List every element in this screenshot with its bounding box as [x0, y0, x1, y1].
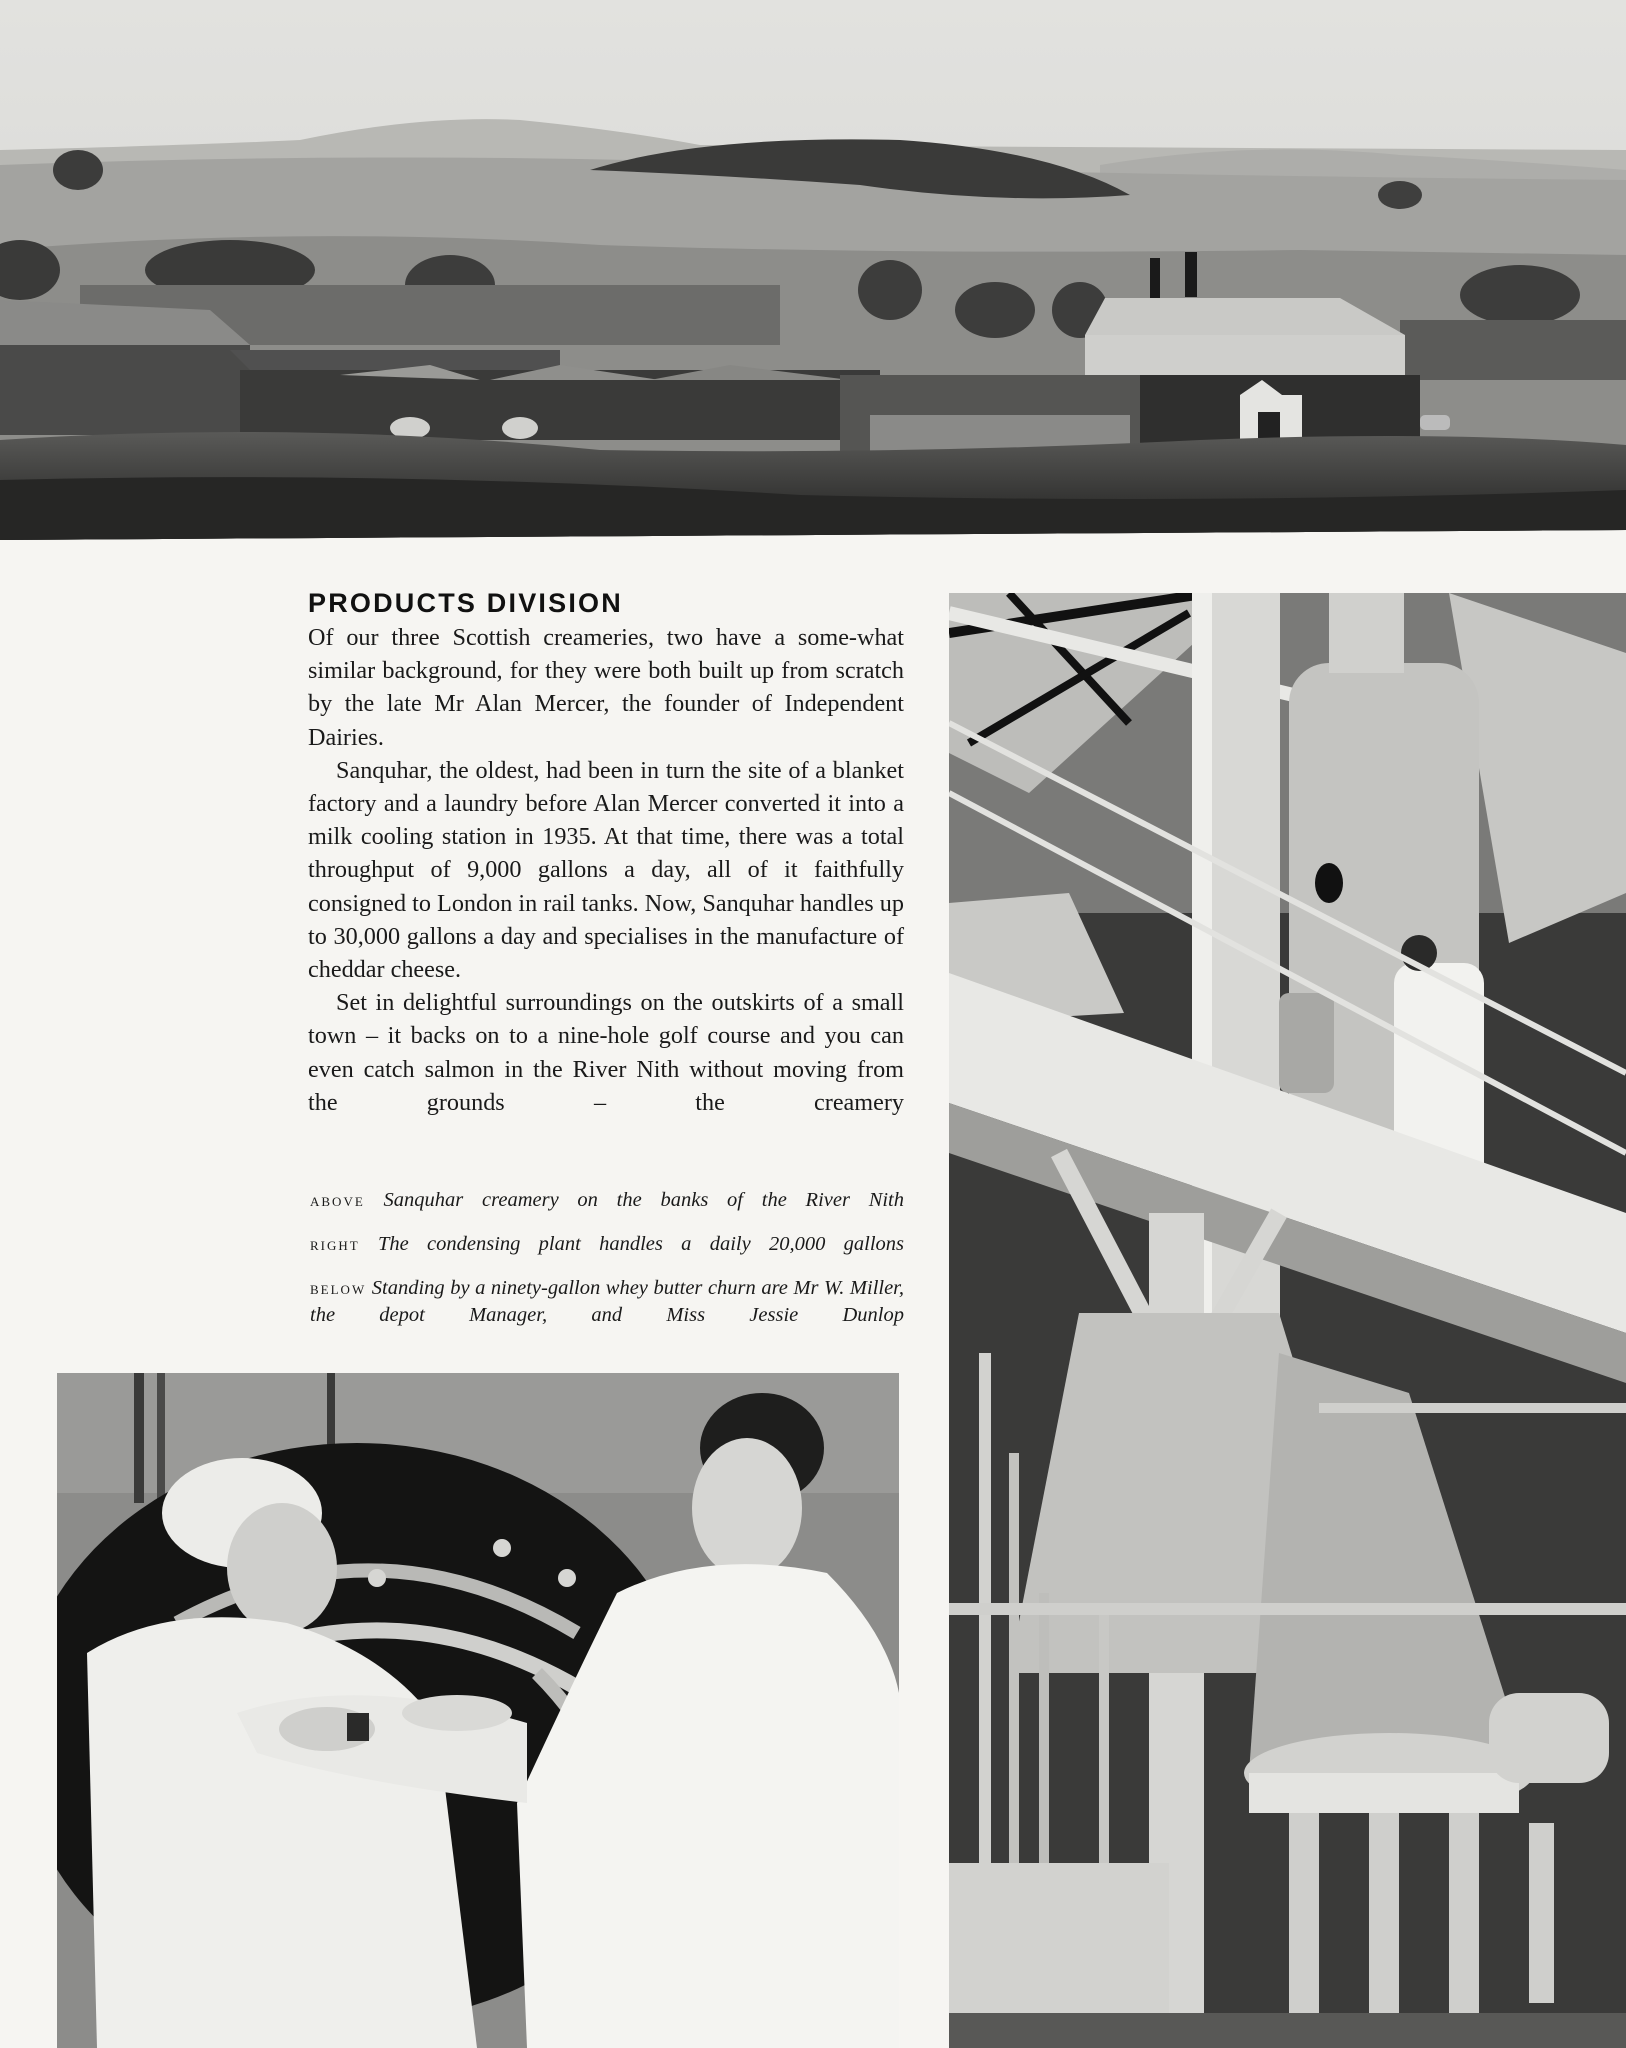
article-column: [308, 585, 904, 1119]
photo-whey-butter-churn: [57, 1373, 899, 2048]
photo-condensing-plant: [949, 593, 1626, 2048]
workers-churn-image: [57, 1373, 899, 2048]
paragraph-intro: Of our three Scottish creameries, two have a some-what similar background, for they were both built up from scratch by the late Mr Alan Mercer, the founder of Independent Dairies.: [308, 624, 904, 751]
caption-below: [310, 1275, 904, 1329]
caption-text: The condensing plant handles a daily 20,000 gallons: [378, 1233, 904, 1255]
landscape-image: [0, 0, 1626, 540]
photo-captions: [310, 1187, 904, 1346]
caption-text: Sanquhar creamery on the banks of the River Nith: [383, 1189, 905, 1211]
caption-right: [310, 1231, 904, 1258]
caption-above: [310, 1187, 904, 1214]
paragraph-sanquhar-history: Sanquhar, the oldest, had been in turn the site of a blanket factory and a laundry before Alan Mercer converted it into a milk cooling station in 1935. At that time, there was a total throughput of 9,000 gallons a day, all of it faithfully consigned to London in rail tanks. Now, Sanquhar handles up to 30,000 gallons a day and specialises in the manufacture of cheddar cheese.: [308, 756, 904, 984]
paragraph-surroundings: Set in delightful surroundings on the outskirts of a small town – it backs on to a nine-hole golf course and you can even catch salmon in the River Nith without moving from the grounds – the creamery: [308, 989, 904, 1116]
section-heading: PRODUCTS DIVISION: [308, 588, 623, 618]
caption-position-label: above: [310, 1190, 365, 1211]
condensing-plant-image: [949, 593, 1626, 2048]
caption-position-label: below: [310, 1278, 367, 1299]
photo-sanquhar-creamery: [0, 0, 1626, 540]
caption-position-label: right: [310, 1234, 360, 1255]
article-body: [308, 621, 904, 1119]
caption-text: Standing by a ninety-gallon whey butter churn are Mr W. Miller, the depot Manager, and Miss Jessie Dunlop: [310, 1277, 905, 1326]
